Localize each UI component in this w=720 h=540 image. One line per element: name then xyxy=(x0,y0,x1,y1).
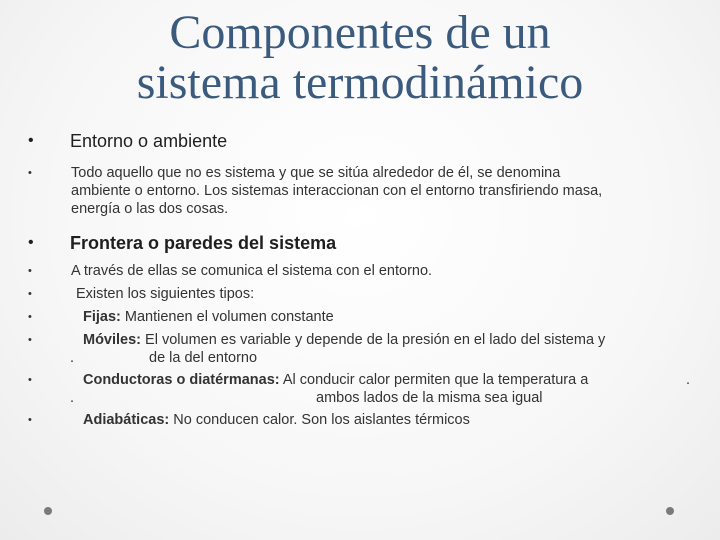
moviles-continuation xyxy=(71,349,700,367)
paragraph-line: ambiente o entorno. Los sistemas interaccionan con el entorno transfiriendo masa, xyxy=(71,183,603,199)
item-fijas xyxy=(28,308,700,326)
item-intro xyxy=(28,262,700,280)
title-line-2: sistema termodinámico xyxy=(136,56,584,109)
heading-frontera xyxy=(28,232,700,254)
item-adiabaticas xyxy=(28,411,700,429)
paragraph-entorno xyxy=(28,164,700,218)
paragraph-line: energía o las dos cosas. xyxy=(71,201,229,217)
bullet: • xyxy=(28,265,32,277)
corner-dot-left xyxy=(44,507,52,515)
continuation-dot: . xyxy=(70,350,75,366)
title-line-1: Componentes de un xyxy=(169,6,551,59)
conductoras-label: Conductoras o diatérmanas: xyxy=(83,372,280,388)
item-text: Existen los siguientes tipos: xyxy=(76,286,255,302)
adiabaticas-label: Adiabáticas: xyxy=(83,412,170,428)
bullet: • xyxy=(28,132,34,149)
bullet: • xyxy=(28,288,32,300)
conductoras-continuation xyxy=(71,389,700,407)
item-text: A través de ellas se comunica el sistema con el entorno. xyxy=(71,263,433,279)
paragraph-line: Todo aquello que no es sistema y que se sitúa alrededor de él, se denomina xyxy=(71,165,561,181)
corner-dot-right xyxy=(666,507,674,515)
bullet: • xyxy=(28,167,32,179)
heading-text: Entorno o ambiente xyxy=(70,131,228,151)
continuation-dot: . xyxy=(70,390,75,406)
item-conductoras xyxy=(28,371,700,389)
heading-text: Frontera o paredes del sistema xyxy=(70,233,337,253)
bullet: • xyxy=(28,234,34,251)
bullet: • xyxy=(28,334,32,346)
conductoras-text: Al conducir calor permiten que la temperatura a xyxy=(282,372,589,388)
conductoras-cont-text: ambos lados de la misma sea igual xyxy=(316,390,543,406)
adiabaticas-text: No conducen calor. Son los aislantes térmicos xyxy=(173,412,470,428)
slide-title xyxy=(40,8,680,108)
moviles-label: Móviles: xyxy=(83,332,142,348)
slide-content xyxy=(28,130,700,429)
item-moviles xyxy=(28,331,700,349)
fijas-label: Fijas: xyxy=(83,309,121,325)
trailing-dot: . xyxy=(686,372,691,388)
bullet: • xyxy=(28,414,32,426)
heading-entorno xyxy=(28,130,700,152)
bullet: • xyxy=(28,374,32,386)
fijas-text: Mantienen el volumen constante xyxy=(124,309,334,325)
moviles-cont-text: de la del entorno xyxy=(149,350,258,366)
bullet: • xyxy=(28,311,32,323)
paragraph-text xyxy=(71,164,700,218)
item-types xyxy=(28,285,700,303)
moviles-text: El volumen es variable y depende de la presión en el lado del sistema y xyxy=(145,332,606,348)
